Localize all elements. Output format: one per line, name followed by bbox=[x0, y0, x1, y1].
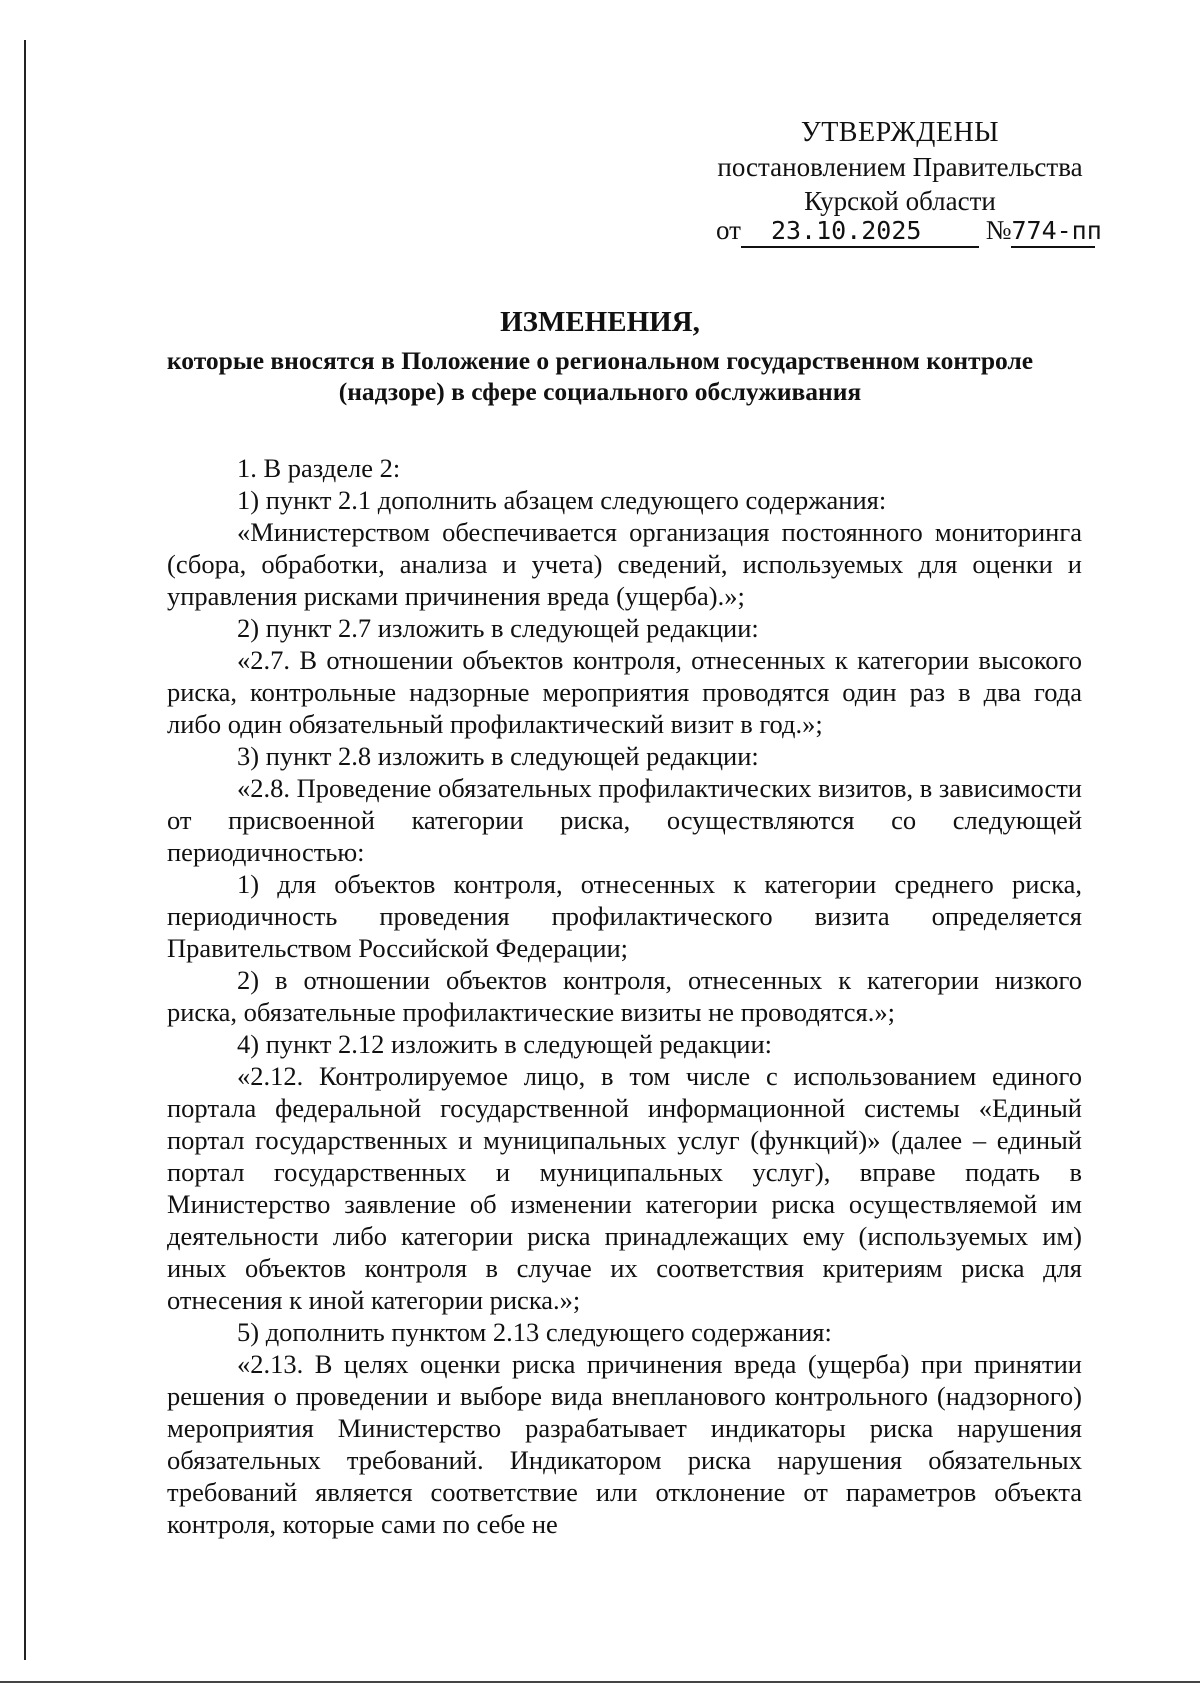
paragraph: 2) пункт 2.7 изложить в следующей редакции: bbox=[237, 613, 759, 643]
document-heading bbox=[160, 303, 1040, 407]
paragraph: 1. В разделе 2: bbox=[237, 453, 401, 483]
approval-title: УТВЕРЖДЕНЫ bbox=[800, 117, 1000, 148]
paragraph: 4) пункт 2.12 изложить в следующей редакции: bbox=[237, 1029, 773, 1059]
paragraph: «2.13. В целях оценки риска причинения вреда (ущерба) при принятии решения о проведении и выборе вида внепланового контрольного (надзорного) мероприятия Министерство разрабатывает индикаторы риска нарушения обязательных требований. Индикатором риска нарушения обязательных требований является соответствие или отклонение от параметров объекта контроля, которые сами по себе не bbox=[167, 1349, 1082, 1539]
number-prefix: № bbox=[985, 215, 1012, 245]
approval-block bbox=[690, 116, 1110, 218]
approval-line-1: постановлением Правительства bbox=[717, 152, 1083, 182]
decree-date: 23.10.2025 bbox=[741, 216, 979, 248]
scan-left-edge bbox=[24, 40, 26, 1660]
paragraph: 1) пункт 2.1 дополнить абзацем следующего содержания: bbox=[237, 485, 887, 515]
paragraph: 1) для объектов контроля, отнесенных к категории среднего риска, периодичность проведения профилактического визита определяется Правительством Российской Федерации; bbox=[167, 869, 1082, 963]
paragraph: «Министерством обеспечивается организация постоянного мониторинга (сбора, обработки, анализа и учета) сведений, используемых для оценки и управления рисками причинения вреда (ущерба).»; bbox=[167, 517, 1082, 611]
document-body bbox=[167, 452, 1082, 1540]
paragraph: «2.12. Контролируемое лицо, в том числе с использованием единого портала федеральной государственной информационной системы «Единый портал государственных и муниципальных услуг (функций)» (далее – единый портал государственных и муниципальных услуг), вправе подать в Министерство заявление об изменении категории риска осуществляемой им деятельности либо категории риска принадлежащих ему (используемых им) иных объектов контроля в случае их соответствия критериям риска для отнесения к иной категории риска.»; bbox=[167, 1061, 1082, 1315]
approval-date-line bbox=[716, 215, 1102, 248]
decree-number: 774-пп bbox=[1011, 216, 1095, 248]
paragraph: «2.7. В отношении объектов контроля, отнесенных к категории высокого риска, контрольные надзорные мероприятия проводятся один раз в два года либо один обязательный профилактический визит в год.»; bbox=[167, 645, 1082, 739]
paragraph: 3) пункт 2.8 изложить в следующей редакции: bbox=[237, 741, 759, 771]
document-title: ИЗМЕНЕНИЯ, bbox=[500, 306, 700, 338]
paragraph: 2) в отношении объектов контроля, отнесенных к категории низкого риска, обязательные профилактические визиты не проводятся.»; bbox=[167, 965, 1082, 1027]
approval-line-2: Курской области bbox=[804, 186, 996, 216]
paragraph: «2.8. Проведение обязательных профилактических визитов, в зависимости от присвоенной категории риска, осуществляются со следующей периодичностью: bbox=[167, 773, 1082, 867]
scan-bottom-edge bbox=[0, 1681, 1200, 1683]
document-subtitle: которые вносятся в Положение о региональном государственном контроле (надзоре) в сфере социального обслуживания bbox=[166, 346, 1034, 406]
paragraph: 5) дополнить пунктом 2.13 следующего содержания: bbox=[237, 1317, 832, 1347]
date-prefix: от bbox=[716, 215, 741, 245]
